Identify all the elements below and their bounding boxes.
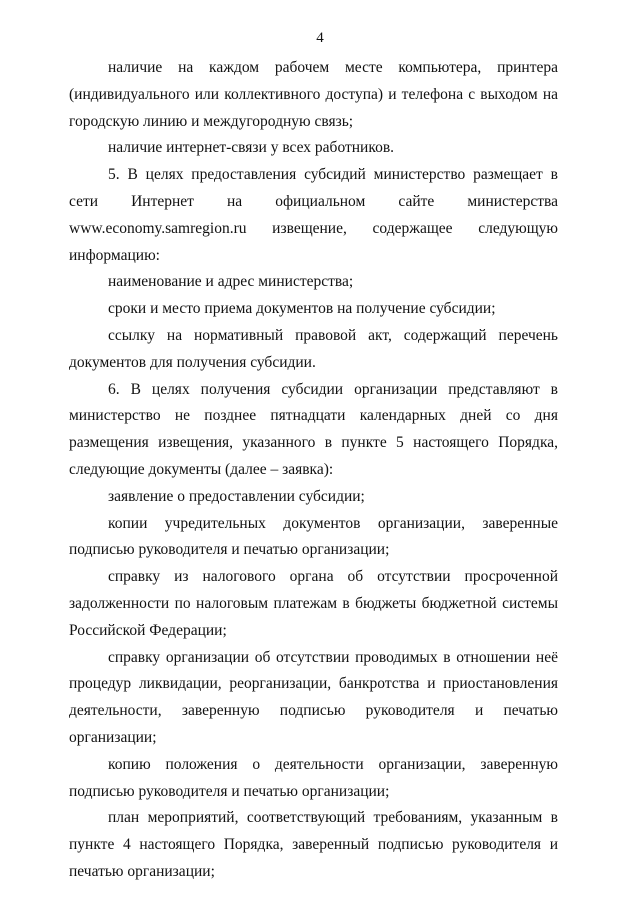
paragraph-liquidation-certificate: справку организации об отсутствии проводимых в отношении неё процедур ликвидации, реорганизации, банкротства и приостановления деятельности, заверенную подписью руководителя и печатью организации; [69,648,558,746]
paragraph-action-plan: план мероприятий, соответствующий требованиям, указанным в пункте 4 настоящего Порядка, заверенный подписью руководителя и печатью организации; [69,809,558,880]
paragraph-regulations-copy: копию положения о деятельности организации, заверенную подписью руководителя и печатью организации; [69,755,558,800]
paragraph-internet-access: наличие интернет-связи у всех работников. [108,139,395,157]
paragraph-application: заявление о предоставлении субсидии; [108,487,365,505]
paragraph-legal-act-link: ссылку на нормативный правовой акт, содержащий перечень документов для получения субсидии. [69,326,558,371]
document-body [69,55,558,886]
paragraph-section-5: 5. В целях предоставления субсидий министерство размещает в сети Интернет на официальном сайте министерства www.economy.samregion.ru извещение, содержащее следующую информацию: [69,166,558,264]
paragraph-ministry-name: наименование и адрес министерства; [108,273,354,291]
paragraph-deadlines: сроки и место приема документов на получение субсидии; [108,300,496,318]
paragraph-section-6: 6. В целях получения субсидии организации представляют в министерство не позднее пятнадцати календарных дней со дня размещения извещения, указанного в пункте 5 настоящего Порядка, следующие документы (далее – заявка): [69,380,558,478]
page-number: 4 [316,30,324,46]
paragraph-founding-documents: копии учредительных документов организации, заверенные подписью руководителя и печатью организации; [69,514,558,559]
paragraph-workplace-equipment: наличие на каждом рабочем месте компьютера, принтера (индивидуального или коллективного доступа) и телефона с выходом на городскую линию и междугородную связь; [69,59,558,130]
paragraph-tax-certificate: справку из налогового органа об отсутствии просроченной задолженности по налоговым платежам в бюджеты бюджетной системы Российской Федерации; [69,568,558,639]
